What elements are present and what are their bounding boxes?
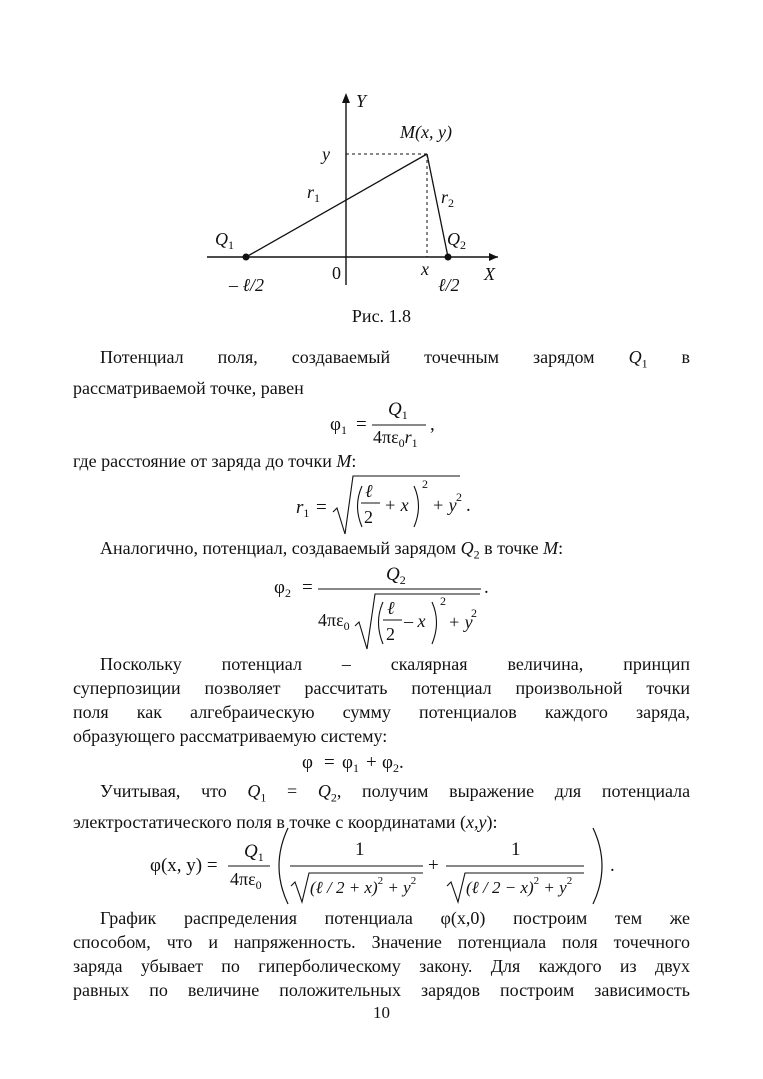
equation-phi2	[266, 560, 516, 655]
charge-q1-dot	[243, 254, 250, 261]
q1-label: $Q_1$	[215, 229, 234, 252]
paragraph-line: где расстояние от заряда до точки M:	[73, 451, 357, 471]
svg-text:Q1: $Q_1$	[244, 841, 264, 864]
svg-text:2: 2	[364, 507, 373, 527]
paragraph-line: График распределения потенциала φ(x,0) построим тем же	[100, 908, 690, 928]
paragraph-line: Аналогично, потенциал, создаваемый зарядом $Q_2$ в точке M:	[100, 538, 564, 562]
svg-text:φ1: $\varphi_1$	[342, 752, 359, 775]
paragraph-line: электростатического поля в точке с координатами (x,y):	[73, 811, 498, 832]
svg-text:φ1: $\varphi_1$	[330, 414, 347, 437]
svg-text:Q1: $Q_1$	[388, 399, 408, 422]
svg-text:1: 1	[511, 839, 521, 860]
svg-text:+: +	[428, 855, 439, 876]
paragraph-line: равных по величине положительных зарядов построим зависимость	[73, 980, 690, 1000]
svg-text:φ2: $\varphi_2$	[274, 577, 291, 600]
svg-text:+ y: + y	[432, 495, 457, 515]
big-left-paren	[279, 828, 288, 904]
svg-text:φ(x, y) =: φ(x, y) =	[150, 855, 218, 876]
svg-text:=: =	[356, 414, 367, 435]
svg-text:φ: φ	[302, 752, 313, 773]
figure-1-8	[0, 0, 763, 300]
svg-text:1: 1	[355, 839, 365, 860]
x-axis-label: X	[484, 264, 495, 284]
svg-text:φ2.: $\varphi_2$.	[382, 752, 404, 775]
equation-phi-total	[148, 824, 628, 906]
svg-text:=: =	[302, 577, 313, 598]
x-axis-arrow-icon	[489, 253, 498, 261]
paragraph-superposition	[73, 652, 690, 748]
svg-text:,: ,	[430, 414, 435, 435]
svg-text:.: .	[466, 495, 471, 516]
r1-label: $r_1$	[307, 182, 321, 205]
paragraph-graph	[73, 906, 690, 1002]
paragraph-line: Потенциал поля, создаваемый точечным зарядом $Q_1$ в	[100, 347, 691, 371]
svg-text:+: +	[366, 752, 377, 773]
r1-segment	[246, 154, 427, 257]
svg-text:4πε0: $4\pi\varepsilon_0$	[318, 610, 350, 633]
y-axis-label: Y	[356, 91, 367, 111]
paragraph-line: заряда убывает по гиперболическому закону. Для каждого из двух	[73, 956, 690, 976]
svg-text:r1: $r_1$	[296, 497, 310, 520]
r2-label: $r_2$	[441, 187, 455, 210]
paragraph-line: рассматриваемой точке, равен	[73, 377, 304, 398]
left-tick-label: – ℓ/2	[229, 275, 264, 295]
left-paren	[358, 486, 363, 527]
svg-text:2: 2	[456, 490, 462, 504]
right-paren	[432, 602, 437, 644]
point-m-label: M(x, y)	[400, 122, 452, 142]
big-right-paren	[593, 828, 602, 904]
svg-text:=: =	[316, 497, 327, 518]
svg-text:Q2: $Q_2$	[386, 564, 406, 587]
svg-text:2: 2	[422, 477, 428, 491]
svg-text:ℓ: ℓ	[365, 481, 373, 501]
y-axis-arrow-icon	[342, 93, 350, 103]
svg-text:ℓ: ℓ	[387, 598, 395, 618]
svg-text:2: 2	[386, 624, 395, 644]
charge-q2-dot	[445, 254, 452, 261]
page-number: 10	[373, 1003, 390, 1022]
paragraph-line: Поскольку потенциал – скалярная величина, принцип	[100, 654, 690, 674]
svg-text:.: .	[484, 577, 489, 598]
origin-label: 0	[332, 263, 341, 283]
svg-text:– x: – x	[404, 611, 426, 631]
svg-text:4πε0: $4\pi\varepsilon_0$	[230, 869, 262, 892]
svg-text:(ℓ / 2 − x)2 + y2: (ℓ / $2 - x)^2 + y^2$	[466, 875, 573, 897]
right-tick-label: ℓ/2	[438, 275, 460, 295]
paragraph-line: образующего рассматриваемую систему:	[73, 726, 388, 746]
paragraph-line: способом, что и напряженность. Значение потенциала поля точечного	[73, 932, 690, 952]
svg-text:4πε0r1: $4\pi\varepsilon_0r_1$	[373, 427, 418, 450]
y-coordinate-label: y	[322, 144, 330, 164]
right-paren	[414, 486, 419, 527]
q2-label: $Q_2$	[447, 229, 466, 252]
svg-text:+ x: + x	[384, 495, 409, 515]
left-paren	[379, 602, 384, 644]
equation-phi1	[320, 396, 460, 452]
svg-text:2: 2	[440, 594, 446, 608]
paragraph-line: поля как алгебраическую сумму потенциалов каждого заряда,	[73, 702, 690, 722]
paragraph-line: суперпозиции позволяет рассчитать потенциал произвольной точки	[73, 678, 690, 698]
paragraph-line: Учитывая, что $Q_1 = Q_2$, получим выражение для потенциала	[100, 781, 691, 805]
paragraph-potential-intro	[73, 345, 690, 400]
svg-text:.: .	[610, 855, 615, 876]
equation-superposition	[298, 746, 458, 776]
svg-text:2: 2	[471, 606, 477, 620]
svg-text:(ℓ / 2 + x)2 + y2: (ℓ / $2 + x)^2 + y^2$	[310, 875, 417, 897]
x-coordinate-label: x	[421, 259, 429, 279]
equation-r1	[290, 470, 490, 540]
svg-text:=: =	[324, 752, 335, 773]
svg-text:+ y: + y	[448, 612, 473, 632]
figure-caption: Рис. 1.8	[351, 306, 412, 326]
